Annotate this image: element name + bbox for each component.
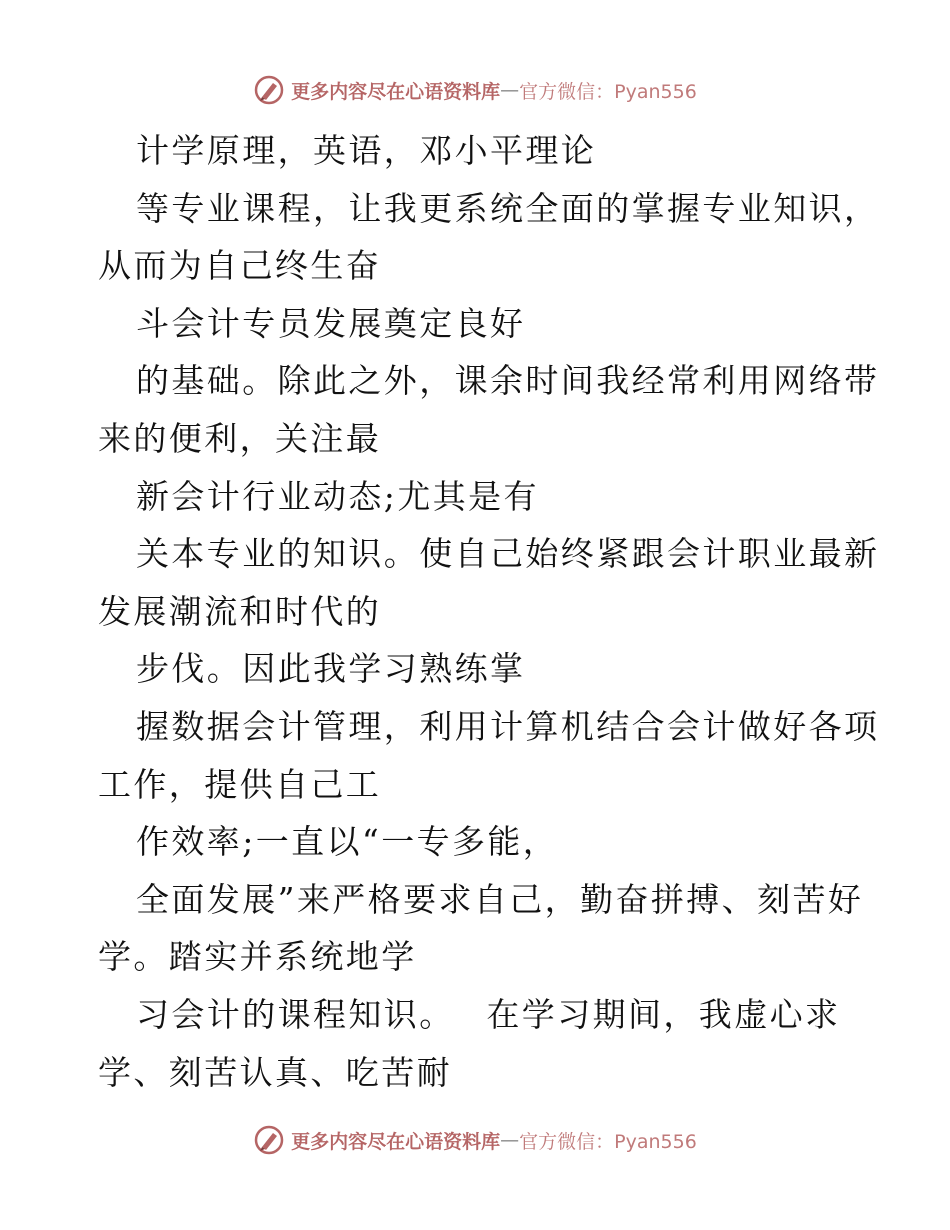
text-line: 握数据会计管理，利用计算机结合会计做好各项 <box>136 706 880 746</box>
text-line: 作效率;一直以“一专多能， <box>136 822 559 862</box>
text-line: 等专业课程，让我更系统全面的掌握专业知识， <box>136 188 880 228</box>
footer-banner <box>0 1120 950 1160</box>
banner-contact: 官方微信：Pyan556 <box>519 80 697 103</box>
banner-title: 更多内容尽在心语资料库 <box>291 1130 501 1153</box>
text-line: 发展潮流和时代的 <box>98 591 382 631</box>
banner-separator: — <box>500 1129 520 1151</box>
text-line: 学。踏实并系统地学 <box>98 937 417 977</box>
header-banner <box>0 70 950 110</box>
text-line: 来的便利，关注最 <box>98 418 382 458</box>
pen-logo-icon <box>253 1124 285 1156</box>
document-body <box>98 122 880 1101</box>
text-line: 全面发展”来严格要求自己，勤奋拼搏、刻苦好 <box>136 879 864 919</box>
text-line: 的基础。除此之外，课余时间我经常利用网络带 <box>136 361 880 401</box>
text-line: 学、刻苦认真、吃苦耐 <box>98 1052 452 1092</box>
text-line: 从而为自己终生奋 <box>98 246 382 286</box>
text-line: 习会计的课程知识。 在学习期间，我虚心求 <box>136 994 841 1034</box>
banner-separator: — <box>500 79 520 101</box>
text-line: 工作，提供自己工 <box>98 764 382 804</box>
text-line: 斗会计专员发展奠定良好 <box>136 303 526 343</box>
text-line: 步伐。因此我学习熟练掌 <box>136 649 526 689</box>
text-line: 计学原理，英语，邓小平理论 <box>136 131 597 170</box>
text-line: 关本专业的知识。使自己始终紧跟会计职业最新 <box>136 534 880 574</box>
banner-title: 更多内容尽在心语资料库 <box>291 80 501 103</box>
text-line: 新会计行业动态;尤其是有 <box>136 476 539 516</box>
pen-logo-icon <box>253 74 285 106</box>
banner-contact: 官方微信：Pyan556 <box>519 1130 697 1153</box>
